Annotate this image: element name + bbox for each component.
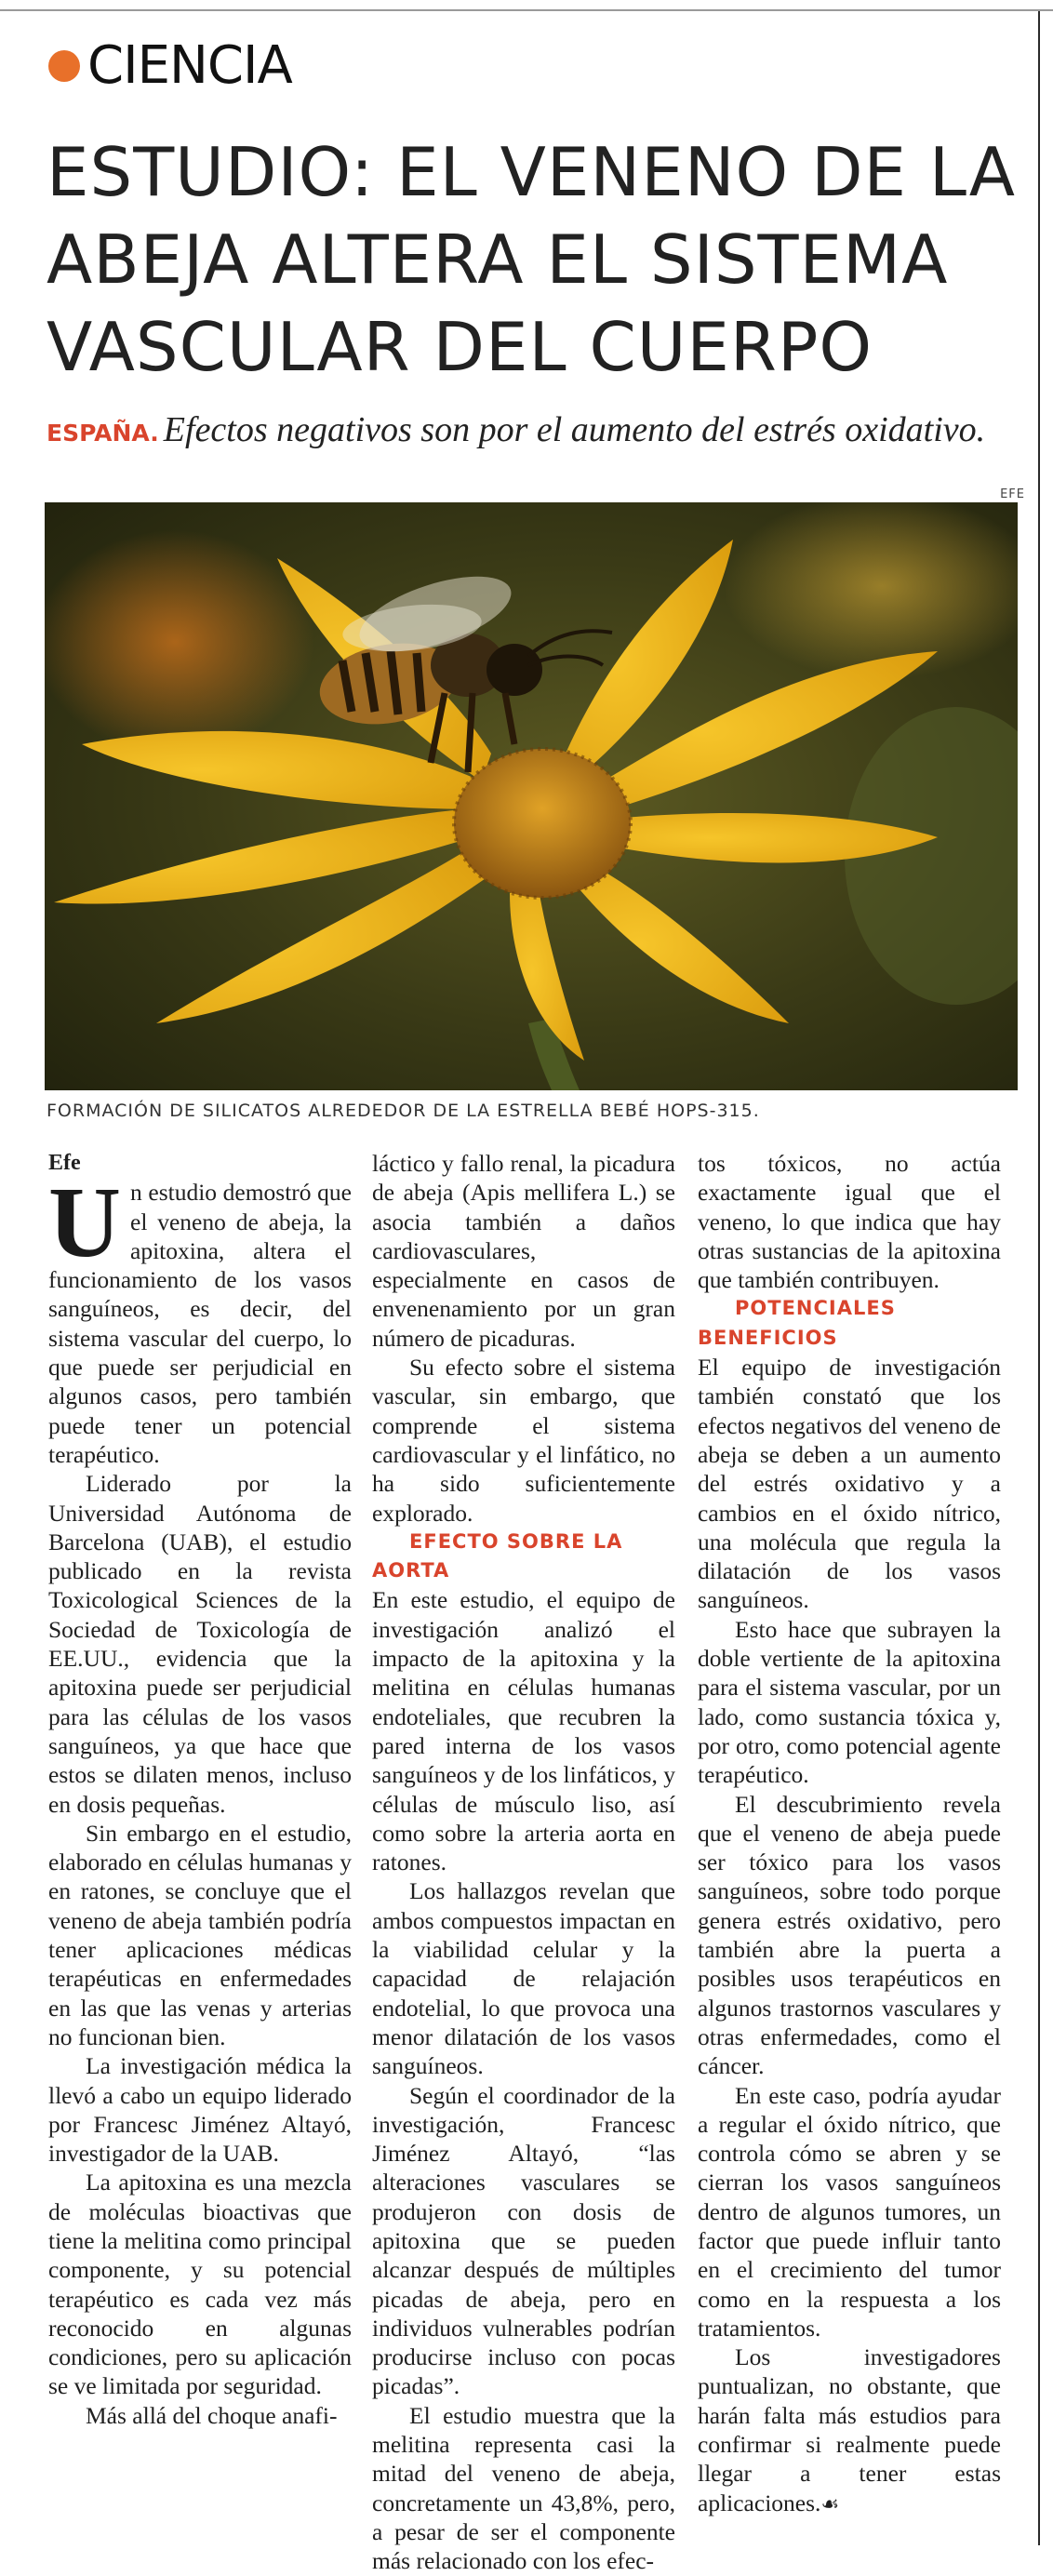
article-paragraph: Según el coordinador de la investigación, Francesc Jiménez Altayó, “las alteraciones vasculares se produjeron con dosis de apitoxina que se pueden alcanzar después de múltiples picadas de abeja, pero en individuos vulnerables podrían producirse incluso con pocas picadas”.	[372, 2081, 675, 2400]
top-rule	[0, 9, 1053, 11]
article-paragraph: El descubrimiento revela que el veneno de abeja puede ser tóxico para los vasos sanguíneos, sobre todo porque genera estrés oxidativo, pero también abre la puerta a posibles usos terapéuticos en algunos trastornos vasculares y otras enfermedades, como el cáncer.	[698, 1790, 1001, 2080]
article-paragraph	[48, 1168, 352, 1469]
section-dot-icon	[48, 50, 80, 82]
article-paragraph: El equipo de investigación también constató que los efectos negativos del veneno de abeja se deben a un aumento del estrés oxidativo y a cambios en el óxido nítrico, una molécula que regula la dilatación de los vasos sanguíneos.	[698, 1354, 1001, 1614]
article-paragraph-text: n estudio demostró que el veneno de abeja, la apitoxina, altera el funcionamiento de los vasos sanguíneos, es decir, del sistema vascular del cuerpo, lo que puede ser perjudicial en algunos casos, pero también puede tener un potencial terapéutico.	[48, 1179, 352, 1468]
deck-text: Efectos negativos son por el aumento del estrés oxidativo.	[163, 410, 986, 449]
end-mark-icon: ☙	[820, 2492, 840, 2516]
headline-line: VASCULAR DEL CUERPO	[47, 308, 873, 386]
article-paragraph: Los hallazgos revelan que ambos compuestos impactan en la viabilidad celular y la capacidad de relajación endotelial, lo que provoca una menor dilatación de los vasos sanguíneos.	[372, 1877, 675, 2080]
section-header	[48, 35, 292, 96]
article-paragraph: tos tóxicos, no actúa exactamente igual que el veneno, lo que indica que hay otras sustancias de la apitoxina que también contribuyen.	[698, 1150, 1001, 1294]
article-paragraph	[698, 2342, 1001, 2519]
article-paragraph-text: Los investigadores puntualizan, no obstante, que harán falta más estudios para confirmar si realmente puede llegar a tener estas aplicaciones.	[698, 2343, 1001, 2516]
article-column-3	[698, 1149, 1001, 2519]
headline-line: ESTUDIO: EL VENENO DE LA	[47, 133, 1016, 211]
article-paragraph: Su efecto sobre el sistema vascular, sin embargo, que comprende el sistema cardiovascular y el linfático, no ha sido suficientemente explorado.	[372, 1354, 675, 1527]
bee-on-flower-image	[45, 502, 1018, 1090]
deck	[47, 409, 1042, 450]
article-paragraph: El estudio muestra que la melitina representa casi la mitad del veneno de abeja, concretamente un 43,8%, pero, a pesar de ser el componente más relacionado con los efec-	[372, 2401, 675, 2575]
dropcap: U	[48, 1168, 121, 1279]
photo-credit: EFE	[1000, 487, 1025, 501]
byline: Efe	[48, 1151, 81, 1175]
headline-line: ABEJA ALTERA EL SISTEMA	[47, 220, 949, 299]
article-paragraph: En este caso, podría ayudar a regular el óxido nítrico, que controla cómo se abren y se cierran los vasos sanguíneos dentro de algunos tumores, un factor que puede influir tanto en el crecimiento del tumor como en la respuesta a los tratamientos.	[698, 2081, 1001, 2342]
deck-tag: ESPAÑA.	[47, 420, 159, 447]
article-paragraph: Sin embargo en el estudio, elaborado en células humanas y en ratones, se concluye que el veneno de abeja también podría tener aplicaciones médicas terapéuticas en enfermedades en las que las venas y arterias no funcionan bien.	[48, 1819, 352, 2050]
article-paragraph: láctico y fallo renal, la picadura de abeja (Apis mellifera L.) se asocia también a daños cardiovasculares, especialmente en casos de envenenamiento por un gran número de picaduras.	[372, 1150, 675, 1352]
headline	[47, 128, 1033, 391]
section-label: CIENCIA	[87, 35, 292, 96]
article-column-2	[372, 1149, 675, 2576]
article-paragraph: La apitoxina es una mezcla de moléculas bioactivas que tiene la melitina como principal componente, y su potencial terapéutico es cada vez más reconocido en algunas condiciones, pero su aplicación se ve limitada por seguridad.	[48, 2169, 352, 2400]
article-photo	[45, 502, 1018, 1090]
article-paragraph: Liderado por la Universidad Autónoma de Barcelona (UAB), el estudio publicado en la revista Toxicological Sciences de la Sociedad de Toxicología de EE.UU., evidencia que la apitoxina puede ser perjudicial para las células de los vasos sanguíneos, ya que hace que estos se dilaten menos, incluso en dosis pequeñas.	[48, 1470, 352, 1818]
subhead: EFECTO SOBRE LA AORTA	[372, 1529, 623, 1582]
column-rule	[1038, 11, 1040, 2545]
article-paragraph: La investigación médica la llevó a cabo un equipo liderado por Francesc Jiménez Altayó, investigador de la UAB.	[48, 2052, 352, 2168]
article-paragraph: Más allá del choque anafi-	[86, 2401, 338, 2429]
subhead: POTENCIALES BENEFICIOS	[698, 1297, 896, 1349]
article-column-1	[48, 1149, 352, 2430]
article-paragraph: En este estudio, el equipo de investigación analizó el impacto de la apitoxina y la melitina en células humanas endoteliales, que recubren la pared interna de los vasos sanguíneos y de los linfáticos, y células de músculo liso, así como sobre la arteria aorta en ratones.	[372, 1586, 675, 1876]
article-paragraph: Esto hace que subrayen la doble vertiente de la apitoxina para el sistema vascular, por un lado, como sustancia tóxica y, por otro, como potencial agente terapéutico.	[698, 1615, 1001, 1789]
photo-caption: FORMACIÓN DE SILICATOS ALREDEDOR DE LA ESTRELLA BEBÉ HOPS-315.	[47, 1101, 760, 1121]
